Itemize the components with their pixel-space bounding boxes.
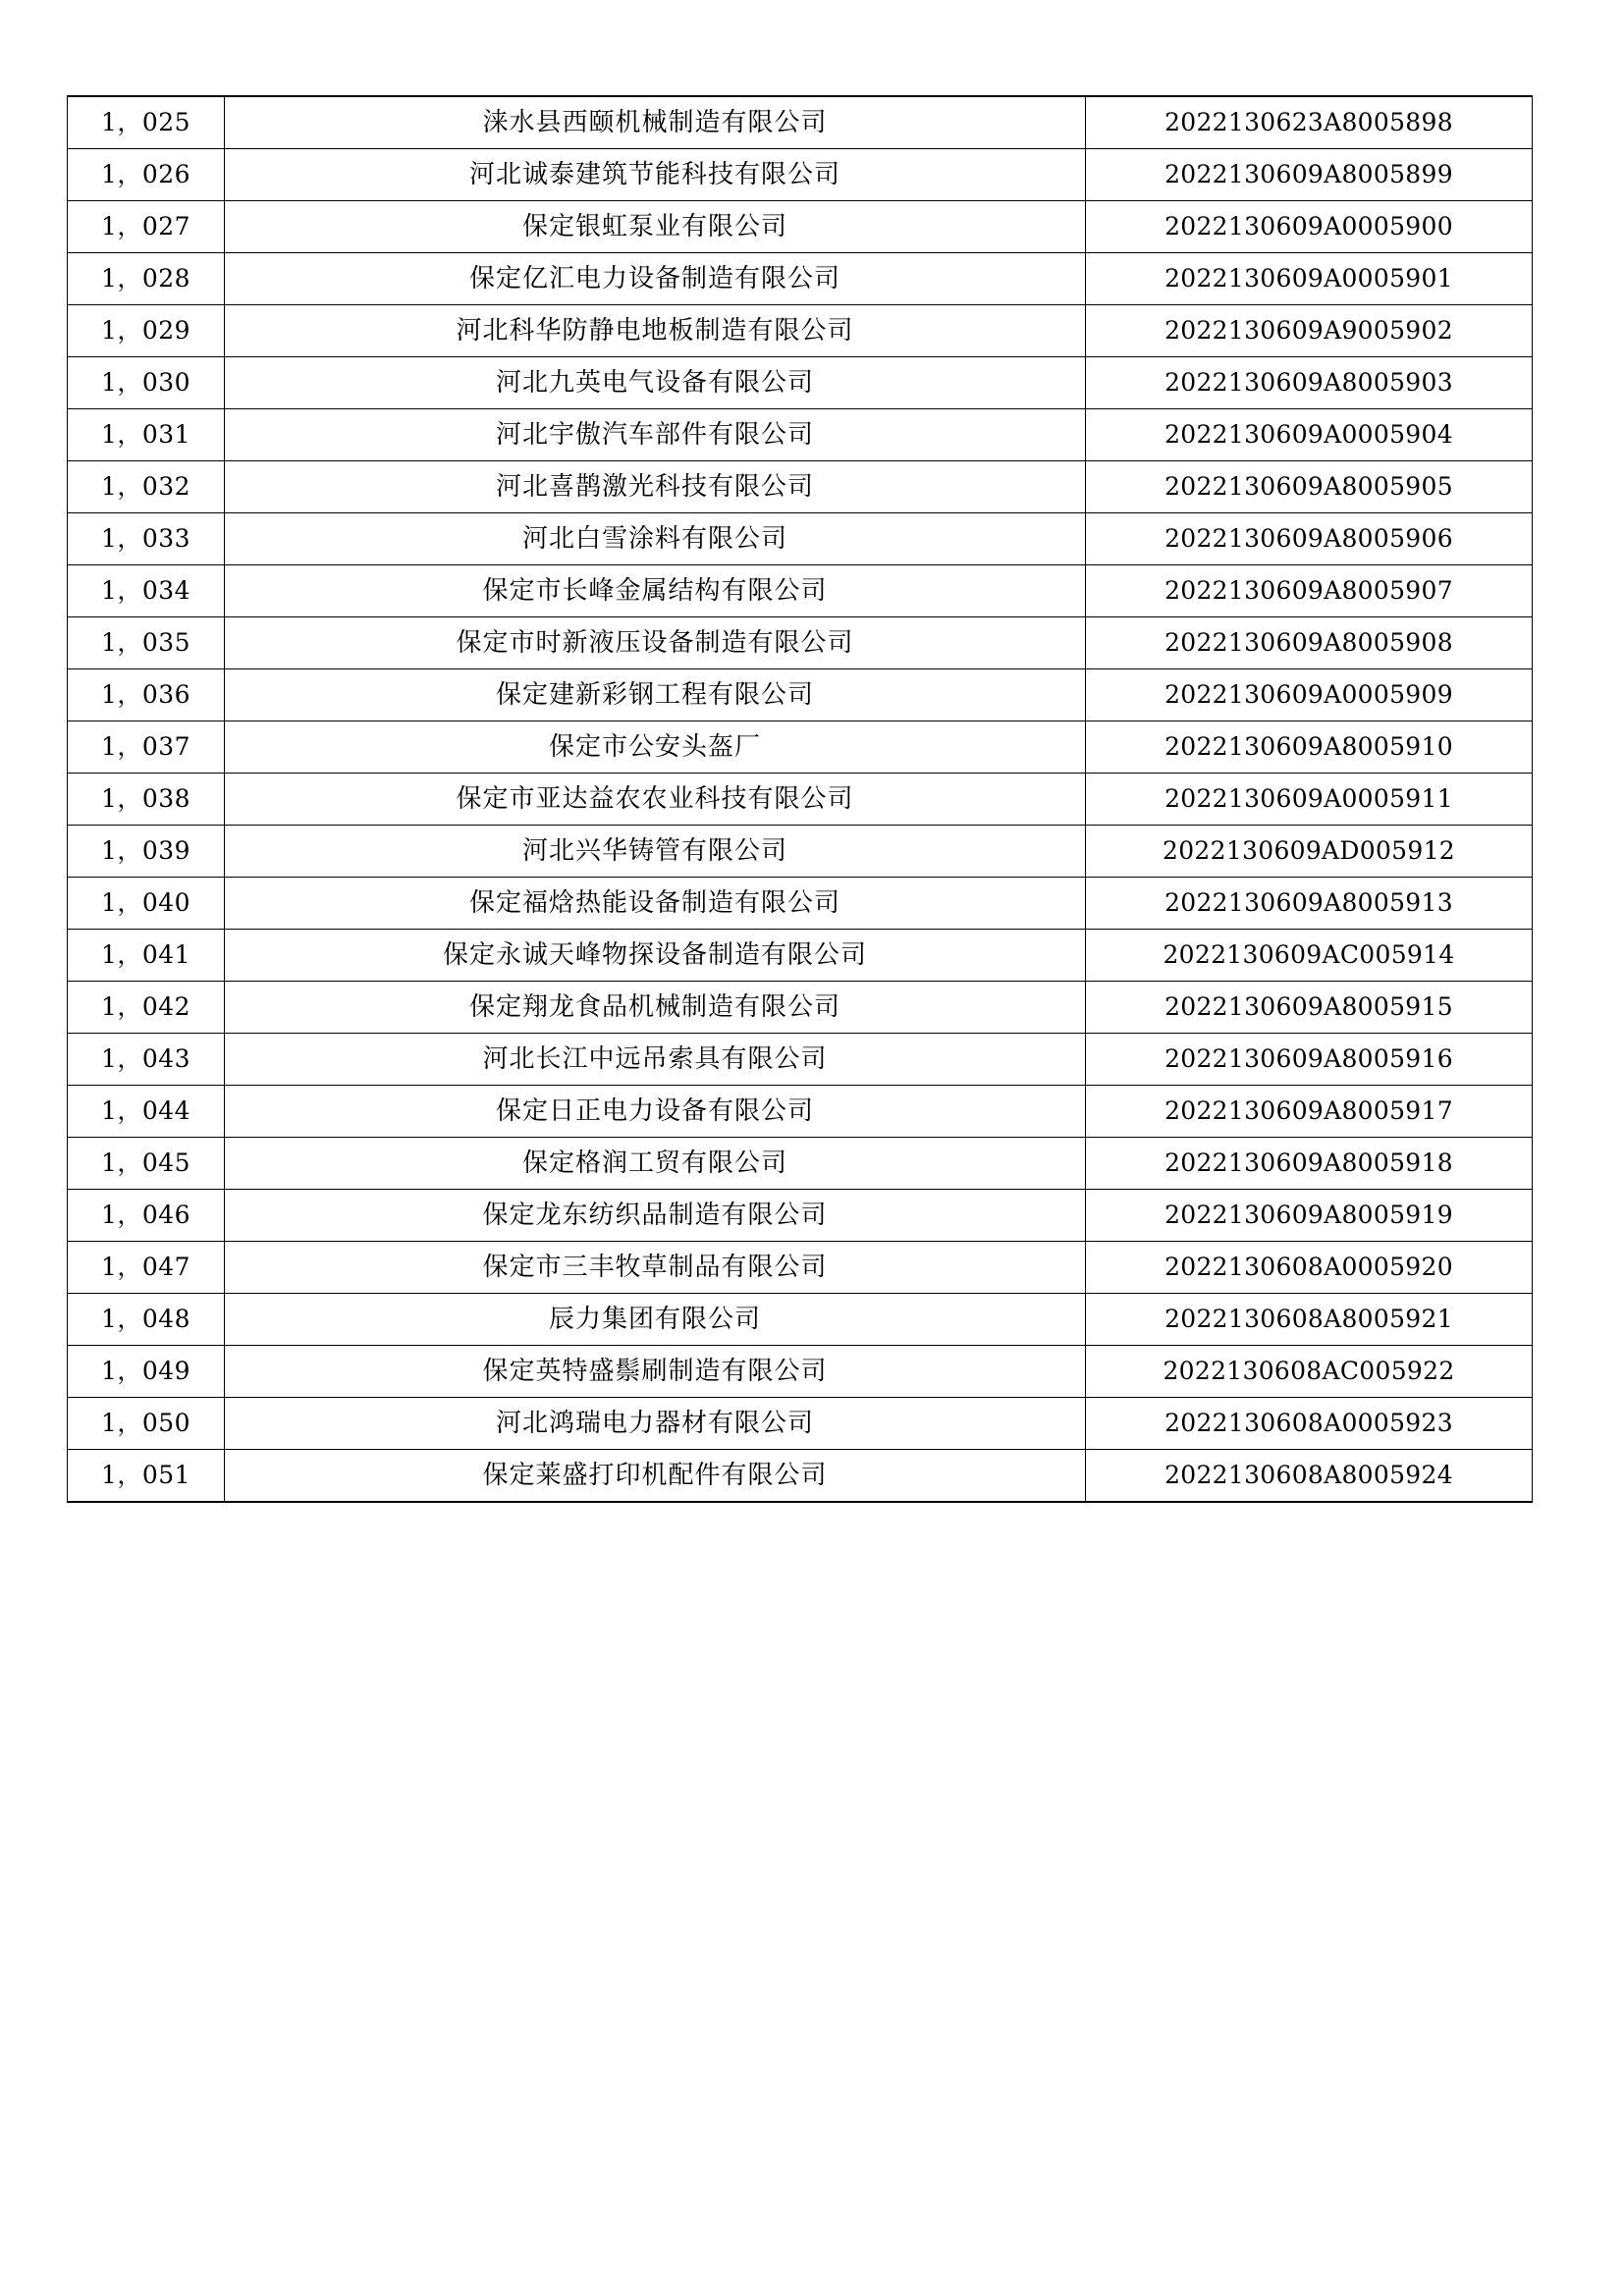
table-row <box>68 149 1533 201</box>
registration-code-cell: 2022130609A8005919 <box>1086 1190 1533 1242</box>
row-index-cell: 1，050 <box>68 1398 225 1450</box>
company-name-cell: 保定市长峰金属结构有限公司 <box>225 565 1086 617</box>
table-row <box>68 826 1533 878</box>
table-row <box>68 982 1533 1034</box>
row-index-cell: 1，034 <box>68 565 225 617</box>
registration-code-cell: 2022130609A8005910 <box>1086 721 1533 774</box>
table-row <box>68 1294 1533 1346</box>
registration-code-cell: 2022130609A8005908 <box>1086 617 1533 669</box>
registration-code-cell: 2022130609A8005906 <box>1086 513 1533 565</box>
row-index-cell: 1，029 <box>68 305 225 357</box>
table-row <box>68 409 1533 461</box>
company-name-cell: 涞水县西颐机械制造有限公司 <box>225 96 1086 149</box>
company-name-cell: 河北鸿瑞电力器材有限公司 <box>225 1398 1086 1450</box>
row-index-cell: 1，044 <box>68 1086 225 1138</box>
registration-code-cell: 2022130609A0005904 <box>1086 409 1533 461</box>
company-name-cell: 保定亿汇电力设备制造有限公司 <box>225 253 1086 305</box>
registration-code-cell: 2022130623A8005898 <box>1086 96 1533 149</box>
table-row <box>68 1190 1533 1242</box>
company-name-cell: 河北九英电气设备有限公司 <box>225 357 1086 409</box>
table-row <box>68 721 1533 774</box>
company-name-cell: 保定永诚天峰物探设备制造有限公司 <box>225 930 1086 982</box>
table-row <box>68 201 1533 253</box>
registration-code-cell: 2022130609AD005912 <box>1086 826 1533 878</box>
table-row <box>68 669 1533 721</box>
row-index-cell: 1，040 <box>68 878 225 930</box>
company-name-cell: 保定日正电力设备有限公司 <box>225 1086 1086 1138</box>
table-row <box>68 357 1533 409</box>
registration-code-cell: 2022130608A8005921 <box>1086 1294 1533 1346</box>
company-name-cell: 保定英特盛鬃刷制造有限公司 <box>225 1346 1086 1398</box>
company-name-cell: 河北兴华铸管有限公司 <box>225 826 1086 878</box>
company-name-cell: 保定福焓热能设备制造有限公司 <box>225 878 1086 930</box>
row-index-cell: 1，038 <box>68 774 225 826</box>
company-name-cell: 河北长江中远吊索具有限公司 <box>225 1034 1086 1086</box>
table-row <box>68 253 1533 305</box>
row-index-cell: 1，042 <box>68 982 225 1034</box>
company-name-cell: 保定市公安头盔厂 <box>225 721 1086 774</box>
registration-code-cell: 2022130609A8005907 <box>1086 565 1533 617</box>
registration-code-cell: 2022130609A8005916 <box>1086 1034 1533 1086</box>
row-index-cell: 1，025 <box>68 96 225 149</box>
company-name-cell: 辰力集团有限公司 <box>225 1294 1086 1346</box>
company-name-cell: 保定格润工贸有限公司 <box>225 1138 1086 1190</box>
company-listing-table-container <box>67 95 1532 1503</box>
registration-code-cell: 2022130609A8005905 <box>1086 461 1533 513</box>
table-row <box>68 1346 1533 1398</box>
row-index-cell: 1，041 <box>68 930 225 982</box>
row-index-cell: 1，048 <box>68 1294 225 1346</box>
row-index-cell: 1，047 <box>68 1242 225 1294</box>
registration-code-cell: 2022130608A0005920 <box>1086 1242 1533 1294</box>
table-row <box>68 1138 1533 1190</box>
row-index-cell: 1，046 <box>68 1190 225 1242</box>
row-index-cell: 1，035 <box>68 617 225 669</box>
row-index-cell: 1，026 <box>68 149 225 201</box>
row-index-cell: 1，039 <box>68 826 225 878</box>
row-index-cell: 1，028 <box>68 253 225 305</box>
company-name-cell: 保定翔龙食品机械制造有限公司 <box>225 982 1086 1034</box>
company-name-cell: 保定龙东纺织品制造有限公司 <box>225 1190 1086 1242</box>
table-row <box>68 565 1533 617</box>
company-name-cell: 河北白雪涂料有限公司 <box>225 513 1086 565</box>
registration-code-cell: 2022130609AC005914 <box>1086 930 1533 982</box>
table-row <box>68 774 1533 826</box>
company-name-cell: 河北宇傲汽车部件有限公司 <box>225 409 1086 461</box>
table-row <box>68 1398 1533 1450</box>
row-index-cell: 1，032 <box>68 461 225 513</box>
registration-code-cell: 2022130609A8005918 <box>1086 1138 1533 1190</box>
registration-code-cell: 2022130609A8005915 <box>1086 982 1533 1034</box>
row-index-cell: 1，045 <box>68 1138 225 1190</box>
table-row <box>68 1086 1533 1138</box>
table-row <box>68 1242 1533 1294</box>
registration-code-cell: 2022130609A8005917 <box>1086 1086 1533 1138</box>
company-name-cell: 保定莱盛打印机配件有限公司 <box>225 1450 1086 1503</box>
company-name-cell: 保定市三丰牧草制品有限公司 <box>225 1242 1086 1294</box>
company-name-cell: 河北诚泰建筑节能科技有限公司 <box>225 149 1086 201</box>
row-index-cell: 1，033 <box>68 513 225 565</box>
company-name-cell: 保定市亚达益农农业科技有限公司 <box>225 774 1086 826</box>
table-row <box>68 96 1533 149</box>
company-name-cell: 保定市时新液压设备制造有限公司 <box>225 617 1086 669</box>
registration-code-cell: 2022130609A0005911 <box>1086 774 1533 826</box>
table-row <box>68 305 1533 357</box>
registration-code-cell: 2022130608A0005923 <box>1086 1398 1533 1450</box>
registration-code-cell: 2022130609A0005901 <box>1086 253 1533 305</box>
row-index-cell: 1，049 <box>68 1346 225 1398</box>
row-index-cell: 1，037 <box>68 721 225 774</box>
company-name-cell: 保定银虹泵业有限公司 <box>225 201 1086 253</box>
registration-code-cell: 2022130609A8005899 <box>1086 149 1533 201</box>
company-listing-table <box>67 95 1533 1503</box>
row-index-cell: 1，031 <box>68 409 225 461</box>
registration-code-cell: 2022130609A0005900 <box>1086 201 1533 253</box>
registration-code-cell: 2022130609A8005903 <box>1086 357 1533 409</box>
registration-code-cell: 2022130609A9005902 <box>1086 305 1533 357</box>
registration-code-cell: 2022130608AC005922 <box>1086 1346 1533 1398</box>
table-row <box>68 1034 1533 1086</box>
row-index-cell: 1，027 <box>68 201 225 253</box>
row-index-cell: 1，043 <box>68 1034 225 1086</box>
company-name-cell: 保定建新彩钢工程有限公司 <box>225 669 1086 721</box>
company-name-cell: 河北科华防静电地板制造有限公司 <box>225 305 1086 357</box>
table-row <box>68 1450 1533 1503</box>
row-index-cell: 1，030 <box>68 357 225 409</box>
company-listing-body <box>68 96 1533 1502</box>
row-index-cell: 1，036 <box>68 669 225 721</box>
registration-code-cell: 2022130609A8005913 <box>1086 878 1533 930</box>
registration-code-cell: 2022130608A8005924 <box>1086 1450 1533 1503</box>
table-row <box>68 461 1533 513</box>
row-index-cell: 1，051 <box>68 1450 225 1503</box>
table-row <box>68 513 1533 565</box>
table-row <box>68 878 1533 930</box>
registration-code-cell: 2022130609A0005909 <box>1086 669 1533 721</box>
table-row <box>68 930 1533 982</box>
table-row <box>68 617 1533 669</box>
company-name-cell: 河北喜鹊激光科技有限公司 <box>225 461 1086 513</box>
